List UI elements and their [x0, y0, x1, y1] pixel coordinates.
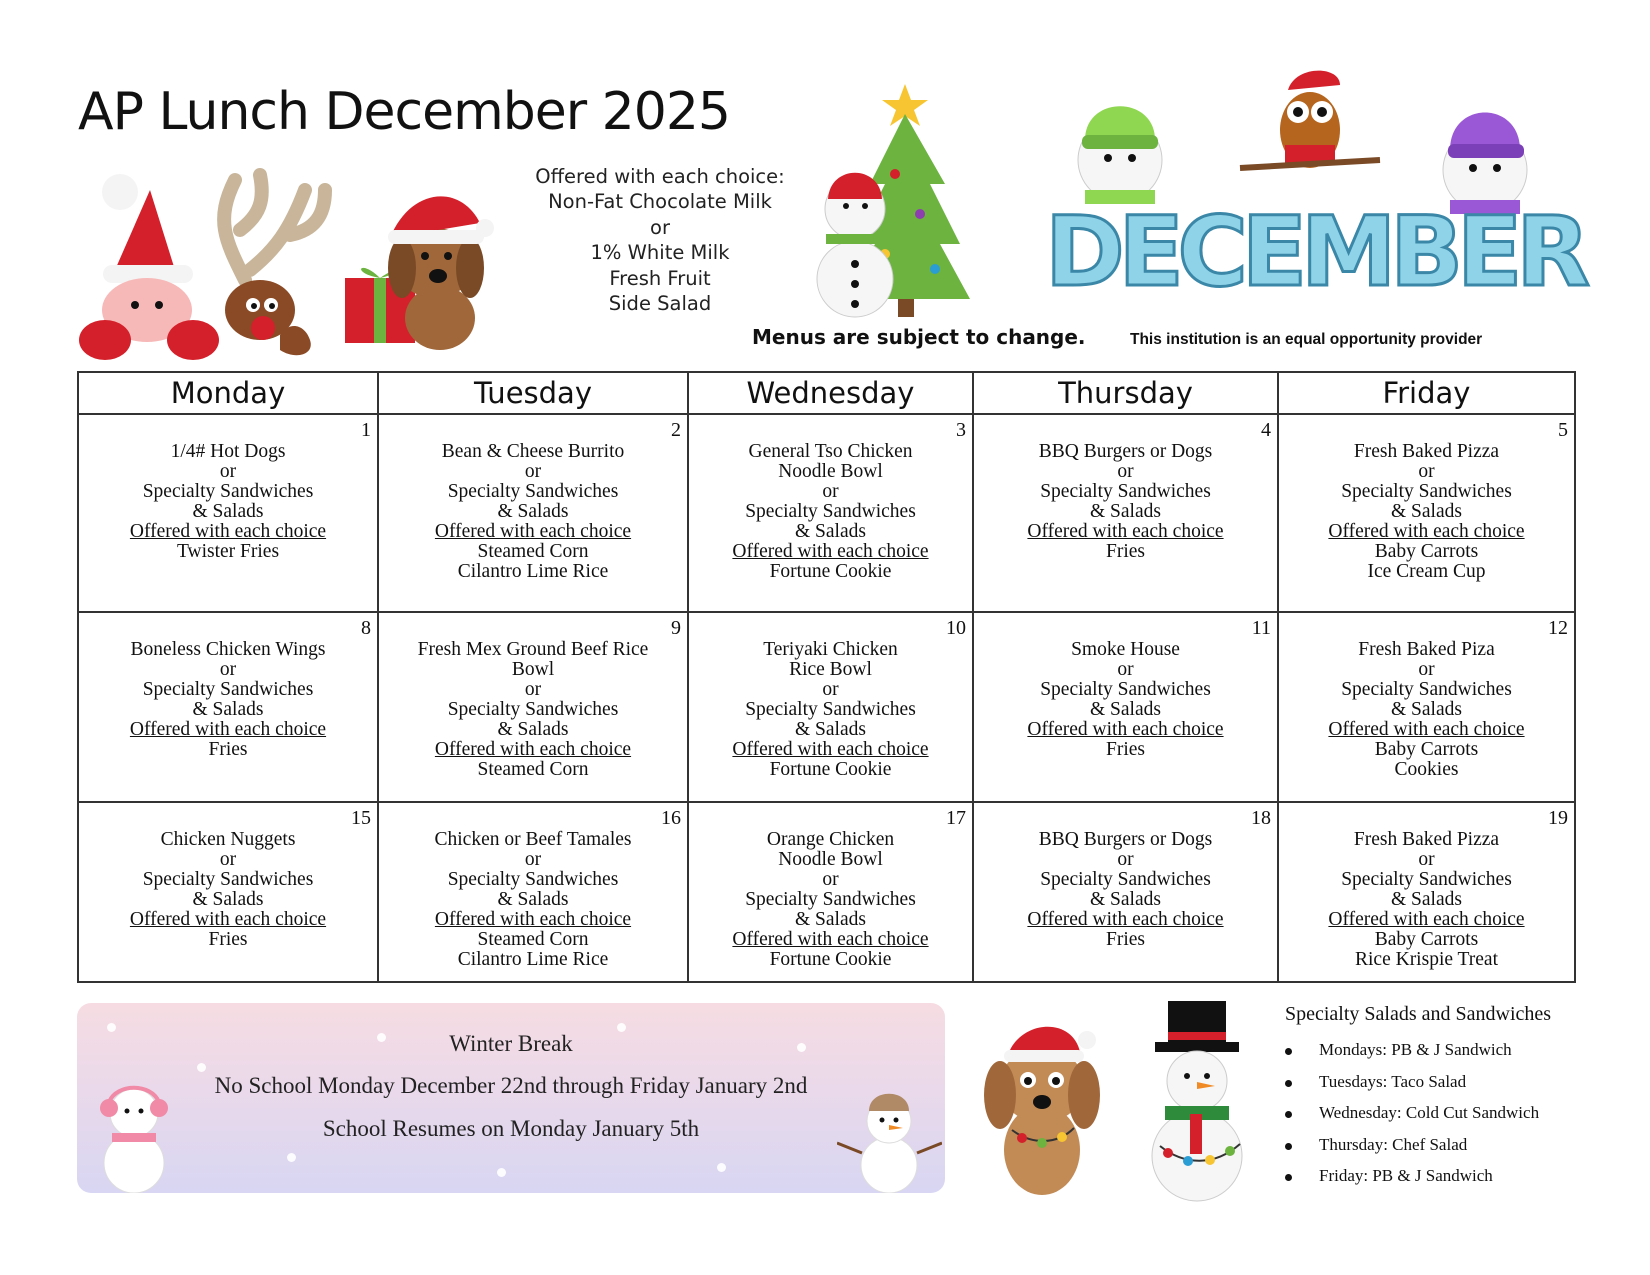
day-number: 19: [1548, 807, 1568, 829]
menu-item: Steamed Corn: [477, 929, 589, 950]
day-cell: [688, 414, 973, 612]
day-cell: [973, 802, 1278, 982]
menu-item: or: [1418, 461, 1435, 482]
menu-item: Fries: [208, 929, 248, 950]
menu-item: & Salads: [497, 889, 569, 910]
menu-item: Specialty Sandwiches: [1040, 481, 1211, 502]
menu-item: Orange Chicken: [766, 829, 895, 850]
winter-break-heading: Winter Break: [449, 1031, 573, 1056]
day-cell: [688, 802, 973, 982]
menu-item: Fries: [1106, 739, 1145, 760]
menu-item: Offered with each choice: [1027, 719, 1224, 740]
day-cell: [378, 414, 688, 612]
menu-item: BBQ Burgers or Dogs: [1038, 441, 1213, 462]
day-number: 1: [361, 419, 371, 441]
menu-item: & Salads: [497, 719, 569, 740]
menu-item: or: [822, 869, 839, 890]
list-item: Thursday: Chef Salad: [1285, 1135, 1615, 1167]
menu-item: or: [1117, 849, 1134, 870]
menu-item: or: [1117, 461, 1134, 482]
list-item: Tuesdays: Taco Salad: [1285, 1072, 1615, 1104]
day-number: 18: [1251, 807, 1271, 829]
menu-lines: [379, 613, 687, 780]
menu-lines: [79, 415, 377, 562]
menu-lines: [974, 415, 1277, 562]
menu-item: Ice Cream Cup: [1367, 561, 1486, 582]
menu-item: & Salads: [192, 501, 264, 522]
day-number: 17: [946, 807, 966, 829]
menu-item: Specialty Sandwiches: [1341, 869, 1512, 890]
menu-item: Chicken Nuggets: [160, 829, 296, 850]
menu-lines: [79, 613, 377, 760]
offered-line: Side Salad: [608, 292, 712, 316]
menu-item: Steamed Corn: [477, 541, 589, 562]
santa-reindeer-illustration: [75, 160, 335, 365]
menu-item: & Salads: [1391, 699, 1462, 720]
no-school-notice: No School Monday December 22nd through Friday January 2nd: [214, 1073, 808, 1098]
menu-item: Baby Carrots: [1374, 541, 1479, 562]
menu-item: Rice Krispie Treat: [1355, 949, 1498, 970]
day-number: 12: [1548, 617, 1568, 639]
menu-item: & Salads: [795, 719, 866, 740]
menu-item: Offered with each choice: [1027, 909, 1224, 930]
day-cell: [688, 612, 973, 802]
menu-item: & Salads: [795, 909, 866, 930]
menu-item: or: [219, 461, 237, 482]
menu-item: Cilantro Lime Rice: [457, 949, 609, 970]
day-number: 5: [1558, 419, 1568, 441]
menu-lines: [689, 613, 972, 780]
menu-item: Specialty Sandwiches: [745, 699, 916, 720]
menu-item: Specialty Sandwiches: [142, 679, 314, 700]
menu-item: Offered with each choice: [434, 909, 632, 930]
december-snowmen-owl-illustration: [1040, 60, 1595, 305]
menu-lines: [1279, 415, 1574, 582]
weekday-header-row: [78, 372, 1575, 414]
menu-item: Baby Carrots: [1374, 739, 1479, 760]
day-cell: [973, 414, 1278, 612]
day-number: 15: [351, 807, 371, 829]
menu-lines: [1279, 613, 1574, 780]
menu-lines: [974, 613, 1277, 760]
menu-item: Fries: [1106, 541, 1145, 562]
menu-item: or: [524, 679, 542, 700]
day-cell: [378, 802, 688, 982]
menu-lines: [689, 415, 972, 582]
menu-item: Cilantro Lime Rice: [457, 561, 609, 582]
menu-item: Specialty Sandwiches: [1341, 481, 1512, 502]
menu-item: Specialty Sandwiches: [745, 501, 916, 522]
menu-item: Fortune Cookie: [769, 561, 892, 582]
puppy-lights-illustration: [962, 1010, 1122, 1205]
menu-item: Fresh Baked Pizza: [1353, 829, 1500, 850]
menu-item: Offered with each choice: [1328, 719, 1525, 740]
menu-item: Fortune Cookie: [769, 759, 892, 780]
menu-item: or: [1418, 849, 1435, 870]
week-row: [78, 612, 1575, 802]
winter-break-banner: [77, 1003, 945, 1193]
menu-lines: [79, 803, 377, 950]
menu-item: Baby Carrots: [1374, 929, 1479, 950]
menu-item: & Salads: [795, 521, 866, 542]
day-cell: [1278, 414, 1575, 612]
menu-item: Specialty Sandwiches: [447, 481, 619, 502]
menu-item: or: [822, 679, 839, 700]
menu-item: & Salads: [1090, 699, 1161, 720]
snowman-tree-illustration: [810, 74, 1010, 324]
december-word: DECEMBER: [1045, 196, 1590, 305]
menu-item: Offered with each choice: [1027, 521, 1224, 542]
menu-item: Specialty Sandwiches: [745, 889, 916, 910]
menus-subject-to-change-note: Menus are subject to change.: [752, 325, 1086, 349]
menu-item: Offered with each choice: [434, 739, 632, 760]
menu-item: & Salads: [497, 501, 569, 522]
menu-item: or: [219, 659, 237, 680]
day-cell: [1278, 802, 1575, 982]
menu-item: Teriyaki Chicken: [763, 639, 898, 660]
day-cell: [78, 612, 378, 802]
menu-item: Fresh Baked Piza: [1358, 639, 1495, 660]
menu-item: Boneless Chicken Wings: [130, 639, 326, 660]
menu-item: Fries: [1106, 929, 1145, 950]
menu-item: Cookies: [1394, 759, 1459, 780]
menu-item: or: [822, 481, 839, 502]
menu-item: & Salads: [1391, 501, 1462, 522]
specialty-salads-sandwiches: [1285, 1003, 1615, 1198]
menu-lines: [379, 415, 687, 582]
weekday-header: Thursday: [973, 372, 1278, 414]
school-resumes-notice: School Resumes on Monday January 5th: [322, 1116, 700, 1141]
menu-item: Chicken or Beef Tamales: [434, 829, 632, 850]
offered-line: Offered with each choice:: [535, 165, 785, 188]
day-number: 8: [361, 617, 371, 639]
specialty-title: Specialty Salads and Sandwiches: [1285, 1003, 1552, 1025]
lunch-calendar-table: [77, 371, 1576, 983]
day-cell: [1278, 612, 1575, 802]
menu-item: & Salads: [1090, 501, 1161, 522]
menu-item: Fortune Cookie: [769, 949, 892, 970]
day-number: 16: [661, 807, 681, 829]
offered-line: Non-Fat Chocolate Milk: [548, 190, 772, 214]
menu-item: or: [219, 849, 237, 870]
menu-item: Offered with each choice: [129, 909, 327, 930]
menu-lines: [974, 803, 1277, 950]
menu-item: Rice Bowl: [789, 659, 872, 680]
menu-item: Offered with each choice: [129, 521, 327, 542]
snowman-lights-illustration: [1130, 996, 1265, 1206]
menu-item: Offered with each choice: [1328, 909, 1525, 930]
menu-item: Offered with each choice: [434, 521, 632, 542]
menu-item: or: [524, 849, 542, 870]
menu-item: Bowl: [511, 659, 555, 680]
day-cell: [78, 802, 378, 982]
weekday-header: Tuesday: [378, 372, 688, 414]
menu-item: Specialty Sandwiches: [1040, 679, 1211, 700]
menu-item: Twister Fries: [176, 541, 280, 562]
menu-item: BBQ Burgers or Dogs: [1038, 829, 1213, 850]
week-row: [78, 414, 1575, 612]
week-row: [78, 802, 1575, 982]
list-item: Mondays: PB & J Sandwich: [1285, 1040, 1615, 1072]
offered-line: Fresh Fruit: [609, 266, 711, 290]
equal-opportunity-note: This institution is an equal opportunity provider: [1130, 331, 1483, 348]
offered-line: 1% White Milk: [590, 241, 730, 265]
menu-item: Offered with each choice: [732, 541, 929, 562]
menu-item: 1/4# Hot Dogs: [170, 441, 286, 462]
offered-line: or: [650, 215, 670, 239]
weekday-header: Friday: [1278, 372, 1575, 414]
menu-item: Fresh Mex Ground Beef Rice: [417, 639, 649, 660]
specialty-list: [1285, 1040, 1615, 1198]
menu-item: Noodle Bowl: [778, 849, 883, 870]
puppy-gift-illustration: [340, 168, 500, 353]
menu-item: Offered with each choice: [1328, 521, 1525, 542]
menu-item: Specialty Sandwiches: [142, 481, 314, 502]
menu-item: & Salads: [1391, 889, 1462, 910]
weekday-header: Monday: [78, 372, 378, 414]
menu-item: Specialty Sandwiches: [1040, 869, 1211, 890]
menu-item: & Salads: [1090, 889, 1161, 910]
list-item: Friday: PB & J Sandwich: [1285, 1166, 1615, 1198]
menu-item: or: [1418, 659, 1435, 680]
menu-lines: [379, 803, 687, 970]
menu-item: Fresh Baked Pizza: [1353, 441, 1500, 462]
day-cell: [973, 612, 1278, 802]
day-number: 10: [946, 617, 966, 639]
menu-item: & Salads: [192, 889, 264, 910]
menu-item: Offered with each choice: [732, 739, 929, 760]
menu-item: Specialty Sandwiches: [142, 869, 314, 890]
menu-item: Specialty Sandwiches: [1341, 679, 1512, 700]
menu-lines: [689, 803, 972, 970]
menu-item: Bean & Cheese Burrito: [441, 441, 625, 462]
menu-item: Specialty Sandwiches: [447, 869, 619, 890]
menu-item: Offered with each choice: [129, 719, 327, 740]
menu-item: Noodle Bowl: [778, 461, 883, 482]
page-title: AP Lunch December 2025: [78, 82, 731, 142]
menu-lines: [1279, 803, 1574, 970]
offered-with-each-choice-block: [500, 164, 820, 316]
menu-item: or: [1117, 659, 1134, 680]
day-number: 3: [956, 419, 966, 441]
menu-item: or: [524, 461, 542, 482]
menu-item: Offered with each choice: [732, 929, 929, 950]
menu-item: Smoke House: [1071, 639, 1180, 660]
day-cell: [78, 414, 378, 612]
menu-item: Fries: [208, 739, 248, 760]
day-number: 11: [1251, 617, 1271, 639]
day-number: 9: [671, 617, 681, 639]
weekday-header: Wednesday: [688, 372, 973, 414]
day-number: 2: [671, 419, 681, 441]
menu-item: General Tso Chicken: [748, 441, 913, 462]
menu-item: Specialty Sandwiches: [447, 699, 619, 720]
day-number: 4: [1261, 419, 1271, 441]
list-item: Wednesday: Cold Cut Sandwich: [1285, 1103, 1615, 1135]
menu-item: & Salads: [192, 699, 264, 720]
menu-item: Steamed Corn: [477, 759, 589, 780]
day-cell: [378, 612, 688, 802]
